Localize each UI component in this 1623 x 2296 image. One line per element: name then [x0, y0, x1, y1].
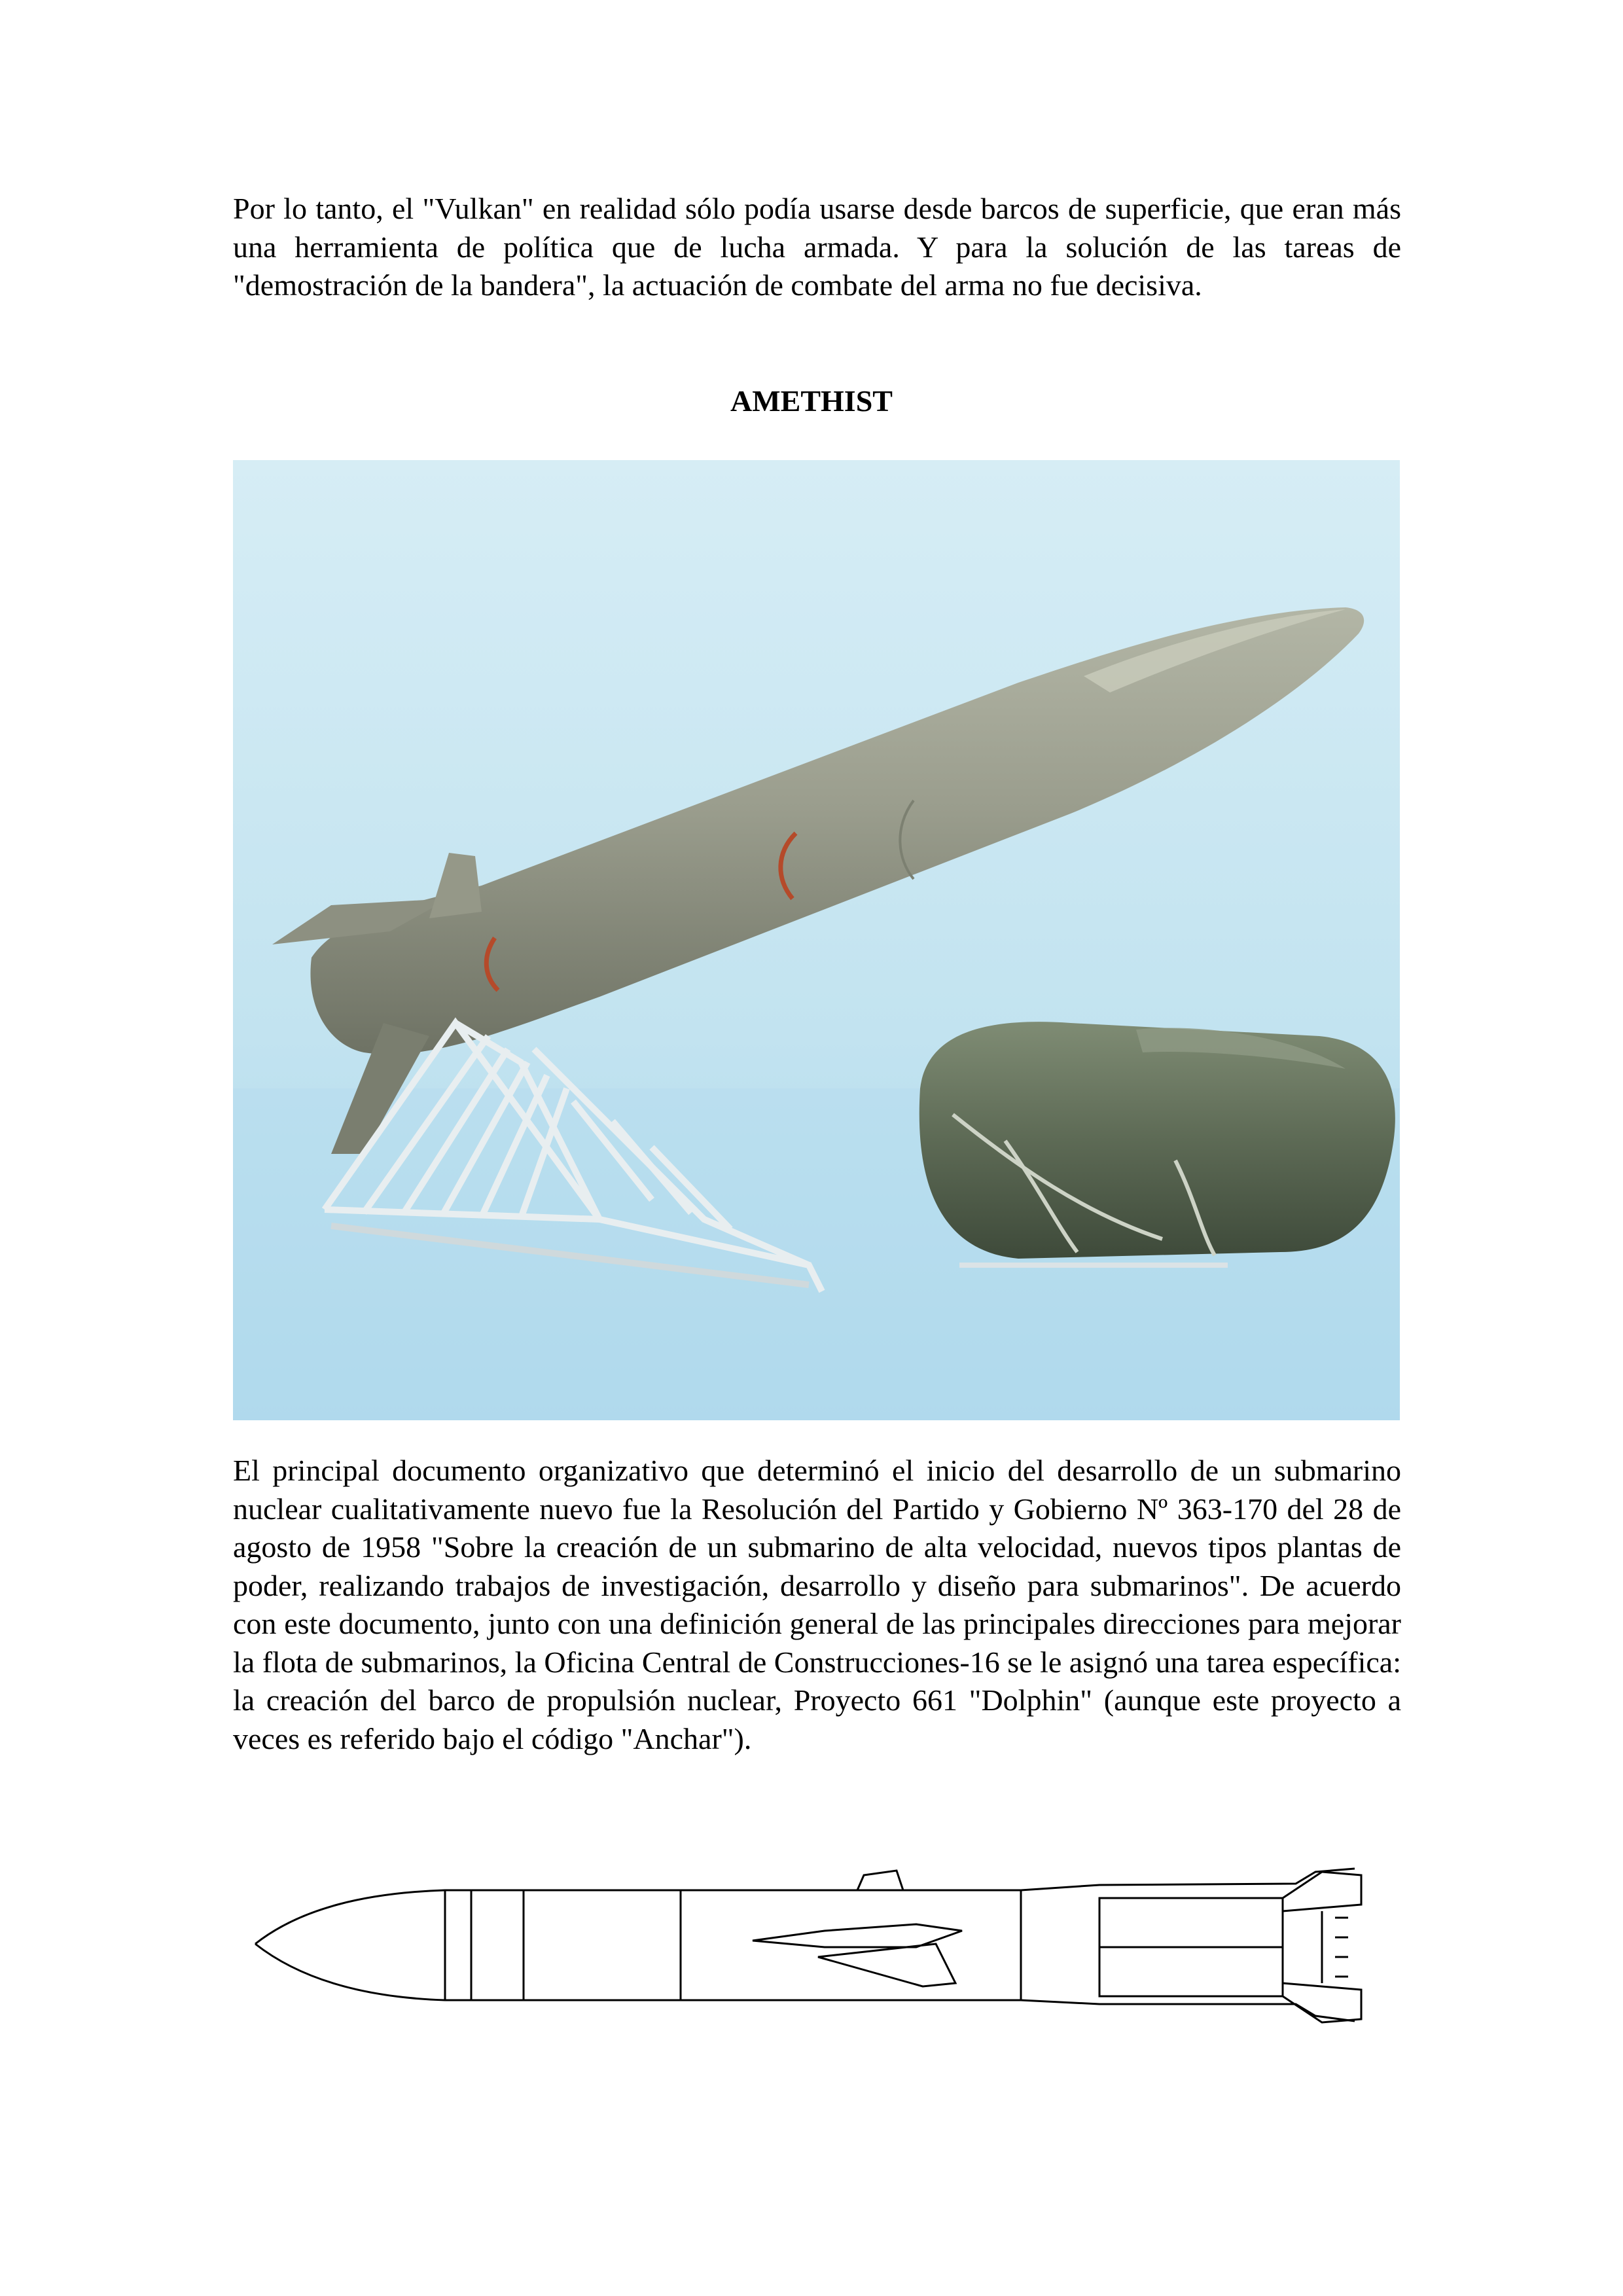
- section-heading: AMETHIST: [730, 384, 893, 418]
- booster-pack: [919, 1022, 1395, 1265]
- body-paragraph: El principal documento organizativo que determinó el inicio del desarrollo de un submarino nuclear cualitativamente nuevo fue la Resolución del Partido y Gobierno Nº 363-170 del 28 de agosto de 1958 "Sobre la creación de un submarino de alta velocidad, nuevos tipos plantas de poder, realizando trabajos de investigación, desarrollo y diseño para submarinos". De acuerdo con este documento, junto con una definición general de las principales direcciones para mejorar la flota de submarinos, la Oficina Central de Construcciones-16 se le asignó una tarea específica: la creación del barco de propulsión nuclear, Proyecto 661 "Dolphin" (aunque este proyecto a veces es referido bajo el código "Anchar").: [233, 1454, 1401, 1755]
- missile-line-drawing: [249, 1833, 1374, 2055]
- missile-model-photo: [233, 460, 1400, 1420]
- intro-paragraph: Por lo tanto, el "Vulkan" en realidad sólo podía usarse desde barcos de superficie, que eran más una herramienta de política que de lucha armada. Y para la solución de las tareas de "demostración de la bandera", la actuación de combate del arma no fue decisiva.: [233, 192, 1401, 302]
